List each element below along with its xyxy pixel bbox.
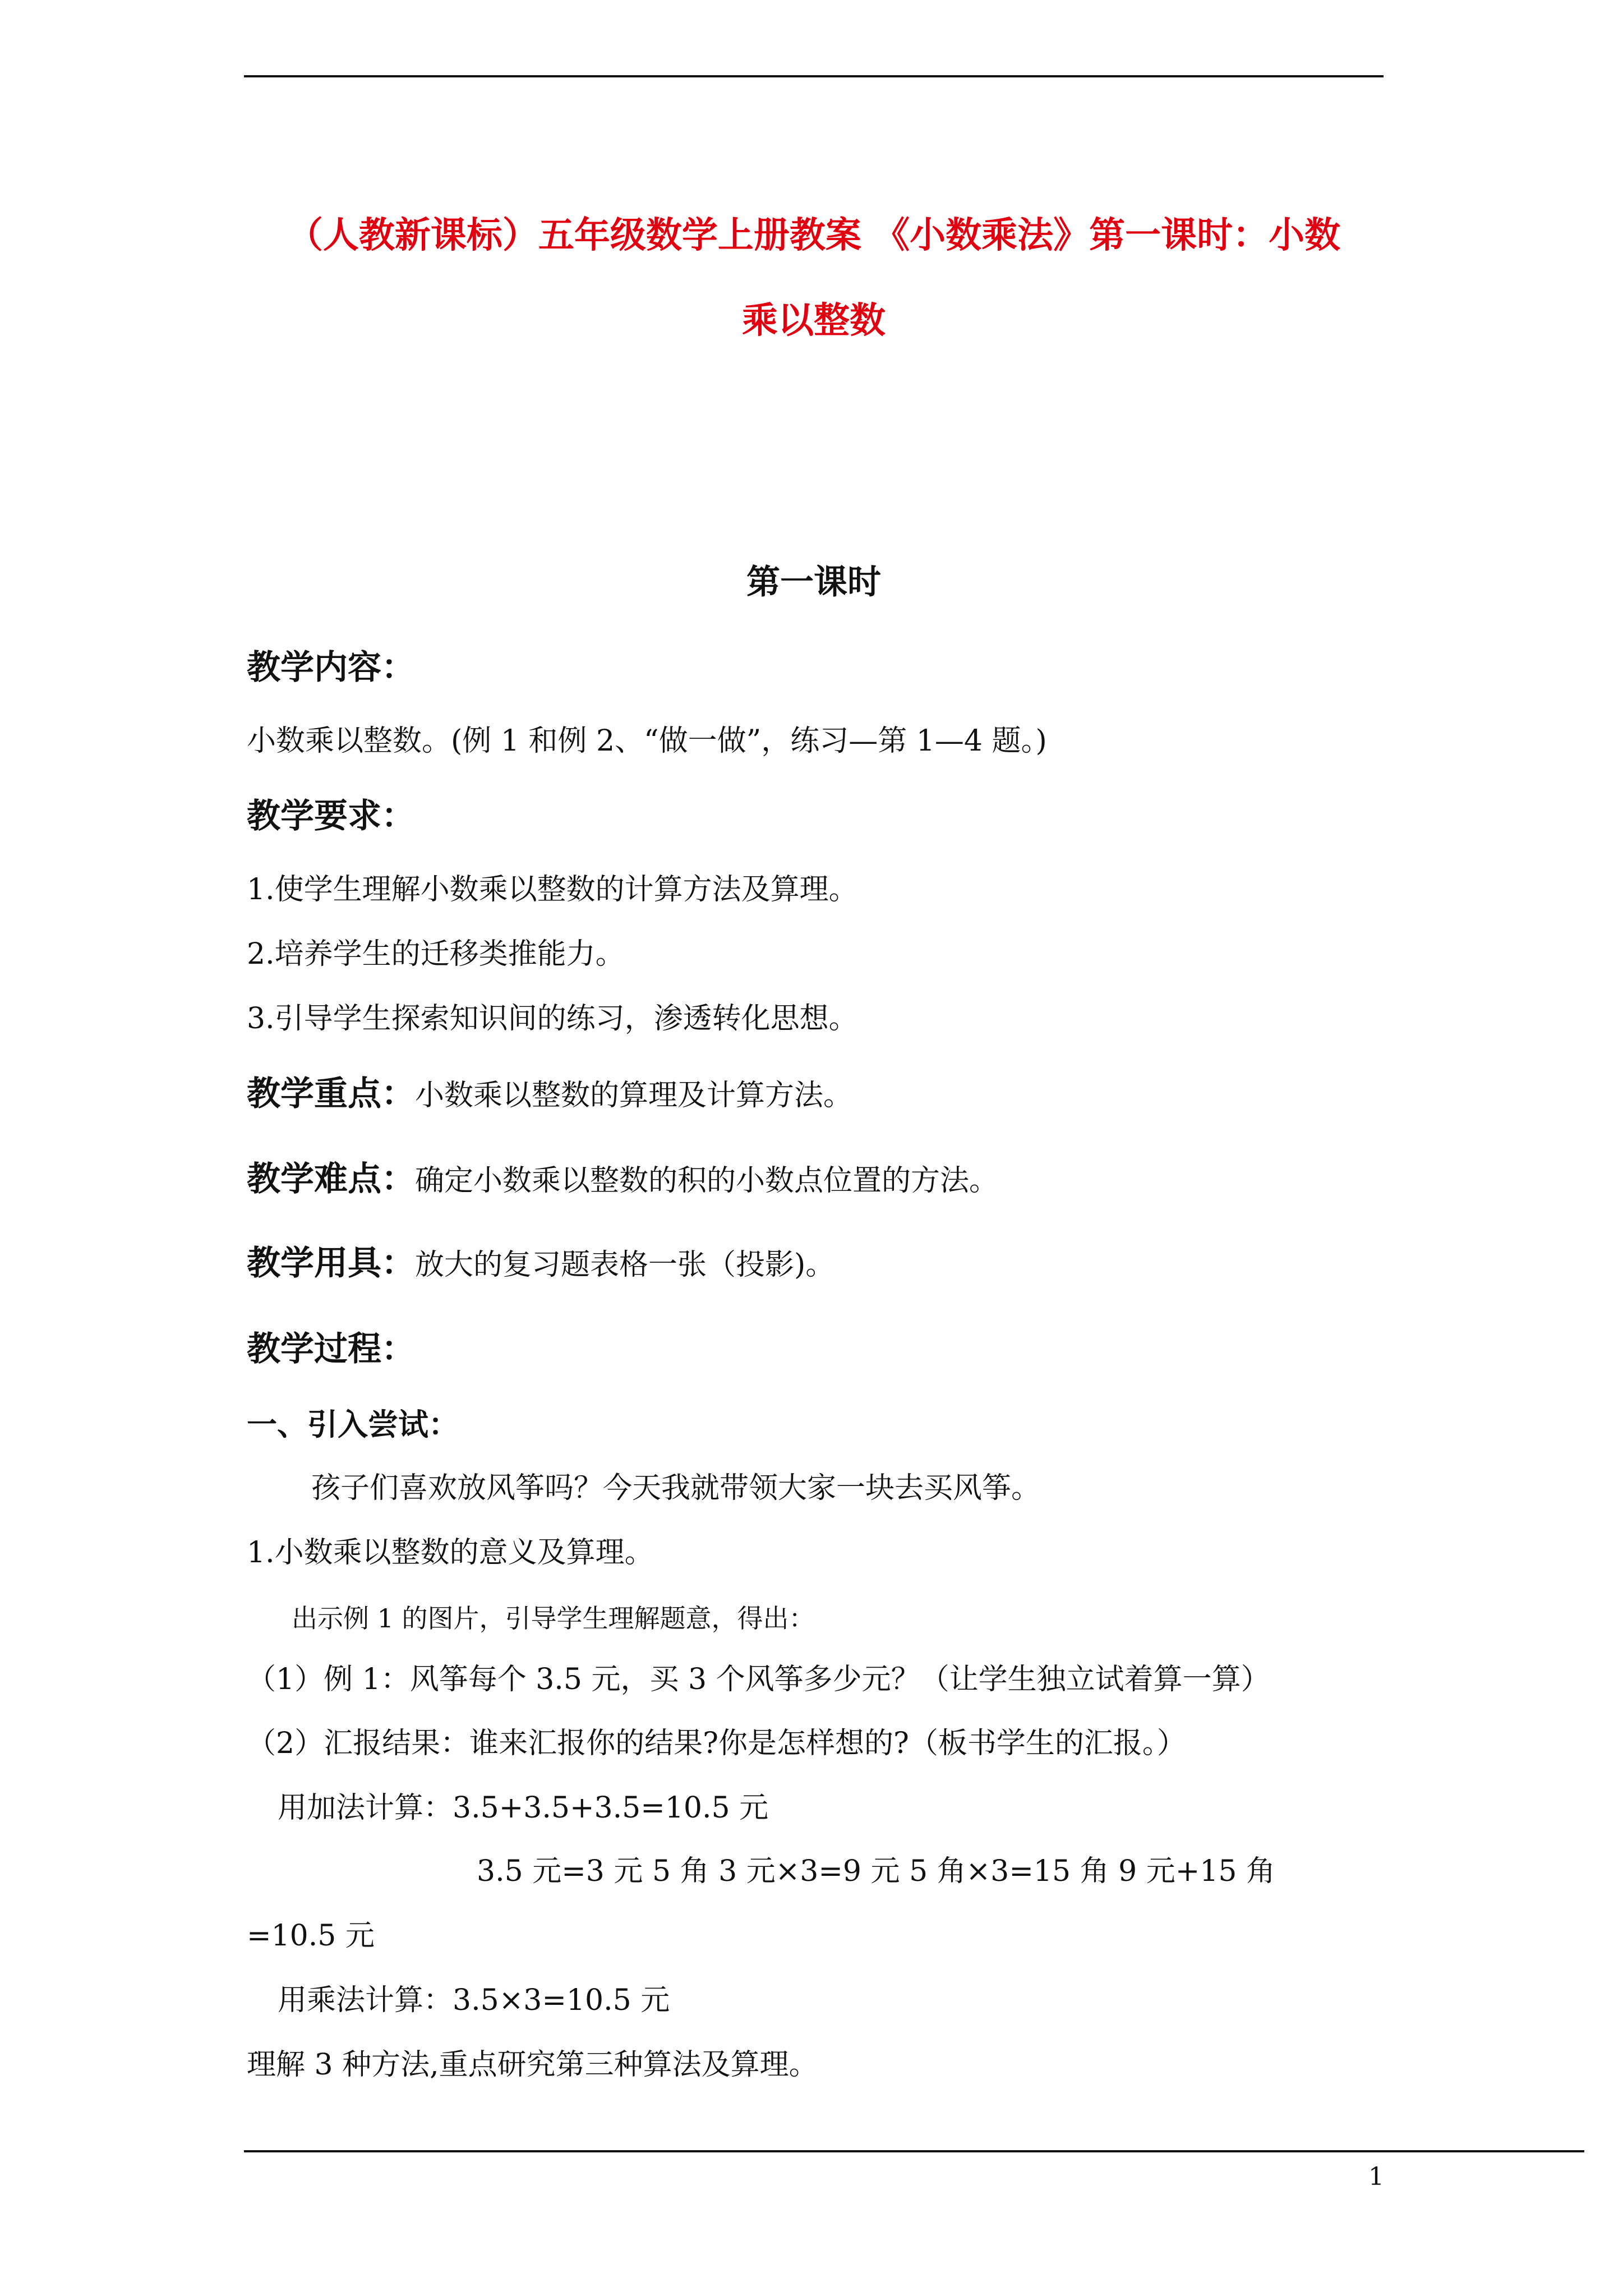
tools-text: 放大的复习题表格一张（投影)。 [415,1248,835,1282]
question-1: （1）例 1：风筝每个 3.5 元，买 3 个风筝多少元？（让学生独立试着算一算） [247,1663,1270,1696]
teaching-requirements-heading: 教学要求： [247,797,415,836]
part1-heading: 一、引入尝试： [247,1406,459,1442]
page-number: 1 [1368,2162,1384,2191]
teaching-content-heading: 教学内容： [247,648,415,687]
conversion-method-cont: =10.5 元 [247,1919,375,1953]
key-point-text: 小数乘以整数的算理及计算方法。 [415,1079,853,1112]
section-title: 第一课时 [746,563,881,602]
step1-text: 1.小数乘以整数的意义及算理。 [247,1536,654,1570]
conversion-method: 3.5 元=3 元 5 角 3 元×3=9 元 5 角×3=15 角 9 元+15 角 [477,1855,1276,1888]
question-2: （2）汇报结果：谁来汇报你的结果?你是怎样想的?（板书学生的汇报。） [247,1727,1186,1760]
process-heading: 教学过程： [247,1329,415,1369]
requirement-item: 3.引导学生探索知识间的练习，渗透转化思想。 [247,1002,858,1036]
footer-rule [244,2150,1584,2152]
difficulty-text: 确定小数乘以整数的积的小数点位置的方法。 [415,1164,999,1198]
document-title-line-2: 乘以整数 [742,300,886,342]
difficulty-label: 教学难点： [247,1159,415,1199]
requirement-item: 1.使学生理解小数乘以整数的计算方法及算理。 [247,873,858,907]
addition-method: 用加法计算：3.5+3.5+3.5=10.5 元 [278,1791,769,1825]
tools-label: 教学用具： [247,1244,415,1283]
show-example-text: 出示例 1 的图片，引导学生理解题意，得出： [292,1603,815,1634]
difficulty-row [247,1159,999,1199]
intro-text: 孩子们喜欢放风筝吗？今天我就带领大家一块去买风筝。 [311,1471,1041,1505]
key-point-label: 教学重点： [247,1074,415,1114]
summary-text: 理解 3 种方法,重点研究第三种算法及算理。 [247,2048,818,2082]
document-title-line-1: （人教新课标）五年级数学上册教案 《小数乘法》第一课时：小数 [287,214,1341,256]
key-point-row [247,1074,853,1114]
requirement-item: 2.培养学生的迁移类推能力。 [247,937,625,971]
multiplication-method: 用乘法计算：3.5×3=10.5 元 [278,1984,670,2017]
header-rule [244,75,1384,77]
teaching-content-text: 小数乘以整数。(例 1 和例 2、“做一做”，练习—第 1—4 题。) [247,724,1047,758]
tools-row [247,1244,835,1283]
